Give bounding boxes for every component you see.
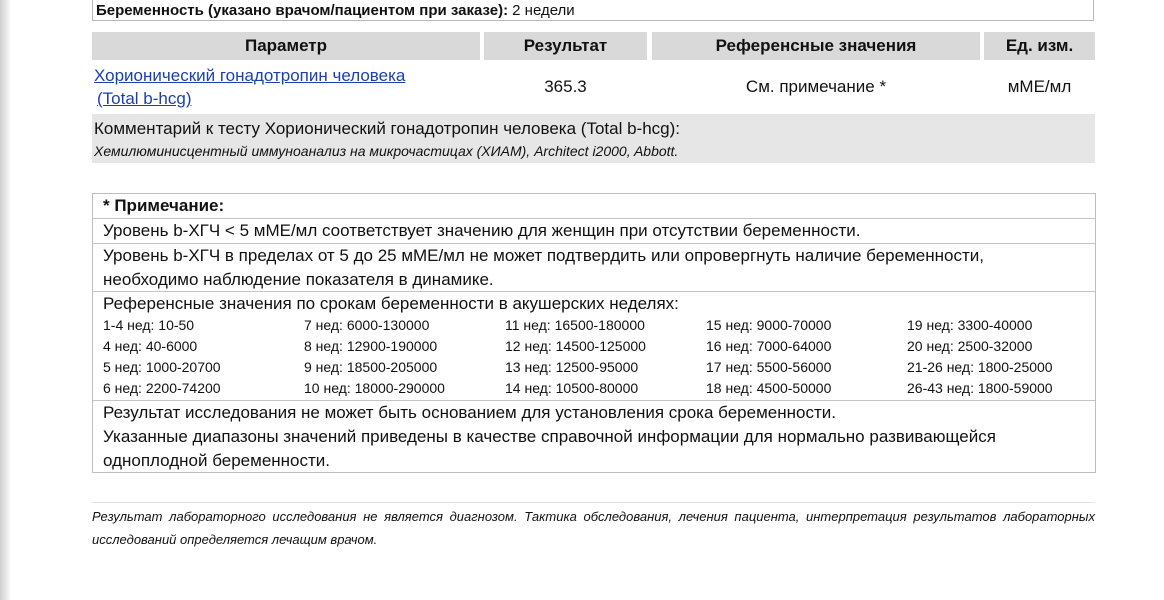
ref-item: 19 нед: 3300-40000 (907, 317, 1033, 333)
ref-item: 7 нед: 6000-130000 (304, 317, 430, 333)
ref-item: 15 нед: 9000-70000 (706, 317, 832, 333)
ref-col-2 (304, 315, 445, 399)
comment-method: Хемилюминисцентный иммуноанализ на микрочастицах (ХИАМ), Architect i2000, Abbott. (94, 143, 679, 159)
pregnancy-info (92, 0, 1094, 21)
note-box (92, 193, 1096, 473)
page-left-edge (0, 0, 10, 600)
header-parameter: Параметр (92, 32, 480, 60)
header-result: Результат (484, 32, 647, 60)
note-line-2 (93, 244, 1095, 292)
comment-title: Комментарий к тесту Хорионический гонадотропин человека (Total b-hcg): (94, 119, 680, 138)
ref-item: 9 нед: 18500-205000 (304, 359, 438, 375)
test-name-link[interactable] (94, 64, 405, 110)
note-line-2a: Уровень b-ХГЧ в пределах от 5 до 25 мМЕ/мл не может подтвердить или опровергнуть наличие беременности, (103, 246, 984, 265)
pregnancy-value: 2 недели (512, 2, 575, 19)
reference-value: См. примечание * (745, 77, 887, 96)
ref-col-5 (907, 315, 1053, 399)
ref-col-3 (505, 315, 646, 399)
note-line-1: Уровень b-ХГЧ < 5 мМЕ/мл соответствует значению для женщин при отсутствии беременности. (93, 219, 1095, 244)
reference-ranges-row (93, 292, 1095, 401)
ref-item: 20 нед: 2500-32000 (907, 338, 1033, 354)
ref-item: 10 нед: 18000-290000 (304, 380, 445, 396)
note-line-4b: одноплодной беременности. (103, 451, 331, 470)
note-line-3: Результат исследования не может быть основанием для установления срока беременности. (103, 403, 836, 422)
note-line-2b: необходимо наблюдение показателя в динамике. (103, 270, 494, 289)
disclaimer: Результат лабораторного исследования не является диагнозом. Тактика обследования, лечения пациента, интерпретация результатов лабораторных исследований определяется лечащим врачом. (92, 509, 1095, 547)
pregnancy-label: Беременность (указано врачом/пациентом при заказе): (96, 2, 509, 19)
ref-item: 5 нед: 1000-20700 (103, 359, 221, 375)
result-value: 365.3 (544, 77, 587, 96)
ref-item: 21-26 нед: 1800-25000 (907, 359, 1053, 375)
note-conclusion-row (93, 401, 1095, 473)
ref-item: 8 нед: 12900-190000 (304, 338, 438, 354)
note-title-row (93, 194, 1095, 219)
ref-item: 13 нед: 12500-95000 (505, 359, 639, 375)
ref-item: 4 нед: 40-6000 (103, 338, 198, 354)
units-value: мМЕ/мл (1007, 77, 1072, 96)
footer-divider (92, 502, 1095, 503)
ref-item: 11 нед: 16500-180000 (505, 317, 645, 333)
ref-col-4 (706, 315, 831, 399)
ref-item: 18 нед: 4500-50000 (706, 380, 832, 396)
test-comment (92, 114, 1095, 163)
ref-item: 12 нед: 14500-125000 (505, 338, 646, 354)
note-title: * Примечание: (103, 196, 225, 215)
test-name-line1[interactable]: Хорионический гонадотропин человека (94, 66, 406, 85)
ref-item: 14 нед: 10500-80000 (505, 380, 639, 396)
ref-col-1 (103, 315, 221, 399)
test-name-line2[interactable]: (Total b-hcg) (97, 89, 192, 108)
ref-item: 26-43 нед: 1800-59000 (907, 380, 1053, 396)
ref-item: 16 нед: 7000-64000 (706, 338, 832, 354)
reference-ranges-title: Референсные значения по срокам беременности в акушерских неделях: (103, 294, 679, 313)
note-line-4a: Указанные диапазоны значений приведены в качестве справочной информации для нормально развивающейся (103, 427, 996, 446)
ref-item: 1-4 нед: 10-50 (103, 317, 195, 333)
ref-item: 17 нед: 5500-56000 (706, 359, 832, 375)
header-units: Ед. изм. (984, 32, 1095, 60)
header-reference: Референсные значения (652, 32, 980, 60)
ref-item: 6 нед: 2200-74200 (103, 380, 221, 396)
